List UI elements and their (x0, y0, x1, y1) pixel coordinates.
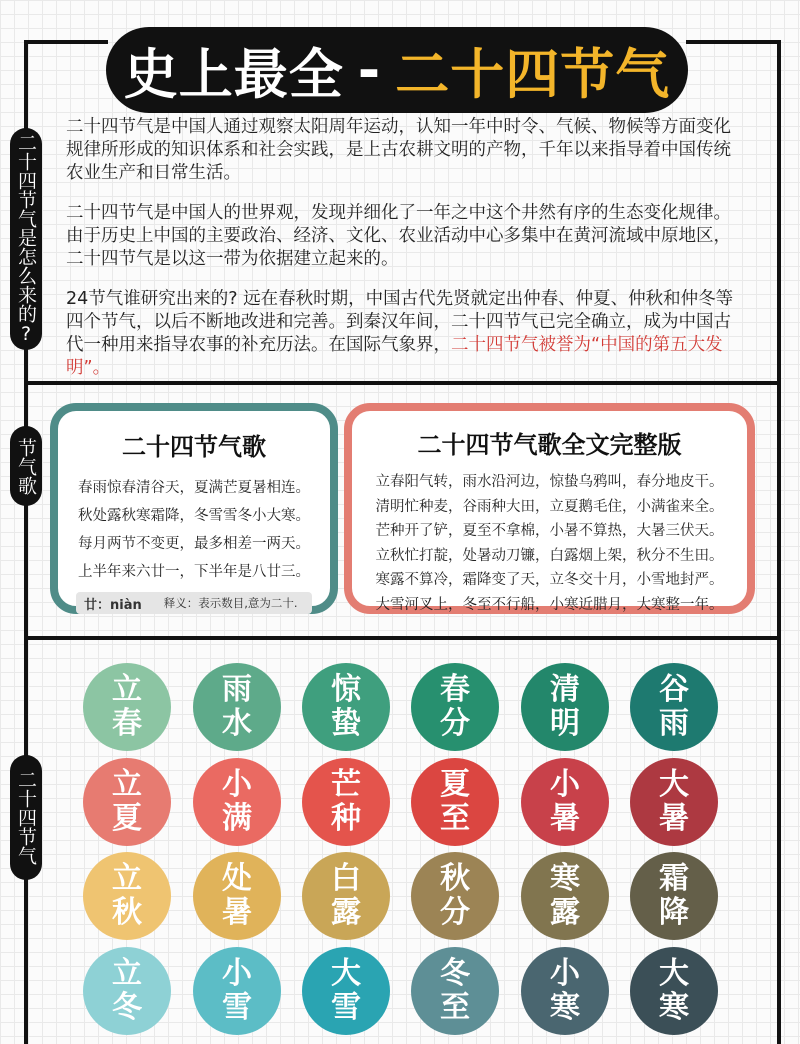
solar-term-circle (193, 947, 281, 1035)
intro-text (66, 116, 742, 397)
solar-term-char-top: 春 (440, 672, 470, 707)
solar-term-circle (411, 663, 499, 751)
song-line: 春雨惊春清谷天，夏满芒夏暑相连。 (78, 480, 310, 496)
solar-term-char-bottom: 水 (222, 706, 252, 741)
solar-term-char-bottom: 秋 (112, 895, 142, 930)
full-song-card (344, 403, 755, 614)
solar-term-char-bottom: 露 (550, 895, 580, 930)
full-song-line: 立秋忙打靛，处暑动刀镰，白露烟上架，秋分不生田。 (375, 547, 724, 564)
solar-term-circle (193, 663, 281, 751)
full-song-line: 寒露不算冷，霜降变了天，立冬交十月，小雪地封严。 (375, 572, 724, 588)
solar-term-char-top: 大 (659, 956, 689, 991)
solar-term-char-bottom: 露 (331, 895, 361, 930)
solar-term-char-bottom: 满 (222, 801, 252, 836)
note-explanation: 释义：表示数目,意为二十. (163, 596, 298, 610)
solar-term-circle (630, 663, 718, 751)
solar-term-char-top: 处 (222, 861, 252, 896)
solar-term-char-top: 立 (112, 861, 142, 896)
solar-term-char-top: 立 (112, 672, 142, 707)
intro-paragraph-3 (66, 288, 742, 380)
solar-term-char-top: 秋 (440, 861, 470, 896)
solar-term-char-bottom: 种 (331, 801, 361, 836)
solar-term-char-bottom: 夏 (112, 801, 142, 836)
solar-term-circle (630, 758, 718, 846)
solar-term-char-top: 霜 (659, 861, 689, 896)
solar-term-char-bottom: 雨 (659, 706, 689, 741)
solar-term-circle (83, 758, 171, 846)
frame-top-left (24, 40, 108, 44)
full-song-line: 大雪河叉上，冬至不行船，小寒近腊月，大寒整一年。 (375, 596, 724, 613)
solar-term-char-bottom: 明 (550, 706, 580, 741)
solar-term-char-bottom: 雪 (222, 990, 252, 1025)
solar-term-char-top: 清 (550, 672, 580, 707)
solar-term-char-top: 立 (112, 767, 142, 802)
solar-term-char-bottom: 雪 (331, 990, 361, 1025)
intro-paragraph-2: 二十四节气是中国人的世界观，发现并细化了一年之中这个井然有序的生态变化规律。由于历史上中国的主要政治、经济、文化、农业活动中心多集中在黄河流域中原地区，二十四节气是以这一带为依据建立起来的。 (66, 203, 731, 269)
frame-right (777, 40, 781, 1044)
page-title (106, 27, 688, 113)
solar-term-char-top: 小 (550, 767, 580, 802)
solar-term-char-top: 寒 (550, 861, 580, 896)
solar-term-char-top: 雨 (222, 672, 252, 707)
divider-2 (24, 636, 781, 640)
solar-term-circle (411, 947, 499, 1035)
solar-term-char-bottom: 降 (659, 895, 689, 930)
frame-top-right (686, 40, 781, 44)
solar-term-char-top: 小 (222, 956, 252, 991)
song-card-title: 二十四节气歌 (122, 433, 266, 461)
solar-term-char-bottom: 暑 (550, 801, 580, 836)
solar-term-circle (302, 852, 390, 940)
solar-term-char-top: 芒 (331, 767, 361, 802)
solar-term-circle (521, 852, 609, 940)
solar-term-circle (521, 947, 609, 1035)
solar-term-circle (302, 947, 390, 1035)
solar-term-char-bottom: 蛰 (331, 706, 361, 741)
solar-term-char-top: 大 (331, 956, 361, 991)
solar-term-char-top: 立 (112, 956, 142, 991)
note-pinyin: 廿：niàn (84, 597, 142, 613)
solar-term-char-top: 惊 (331, 672, 361, 707)
solar-term-circle (193, 758, 281, 846)
full-song-line: 清明忙种麦，谷雨种大田，立夏鹅毛住，小满雀来全。 (375, 498, 724, 515)
solar-term-circle (630, 947, 718, 1035)
title-dash: - (357, 38, 382, 102)
solar-term-circle (411, 852, 499, 940)
section-tag-song: 节气歌 (10, 426, 42, 506)
title-main: 史上最全 (123, 42, 344, 106)
solar-term-char-bottom: 寒 (550, 990, 580, 1025)
solar-term-char-bottom: 春 (112, 706, 142, 741)
solar-term-circle (521, 663, 609, 751)
song-line: 上半年来六廿一，下半年是八廿三。 (78, 564, 310, 580)
solar-term-circle (411, 758, 499, 846)
intro-paragraph-3-text: 24节气谁研究出来的? 远在春秋时期，中国古代先贤就定出仲春、仲夏、仲秋和仲冬等四个节气，以后不断地改进和完善。到秦汉年间，二十四节气已完全确立，成为中国古代一种用来指导农事的补充历法。在国际气象界， (66, 289, 734, 355)
solar-term-char-bottom: 至 (440, 801, 470, 836)
section-tag-origin: 二十四节气是怎么来的? (10, 128, 42, 350)
solar-term-circle (83, 663, 171, 751)
solar-term-char-top: 夏 (440, 767, 470, 802)
section-tag-terms: 二十四节气 (10, 755, 42, 880)
solar-term-char-top: 大 (659, 767, 689, 802)
solar-term-char-bottom: 分 (440, 706, 470, 741)
song-card (50, 403, 338, 614)
pinyin-note (76, 592, 312, 614)
solar-term-char-bottom: 至 (440, 990, 470, 1025)
solar-term-char-top: 小 (550, 956, 580, 991)
solar-term-char-top: 白 (331, 861, 361, 896)
solar-term-circle (521, 758, 609, 846)
solar-term-circle (630, 852, 718, 940)
full-song-line: 芒种开了铲，夏至不拿棉，小暑不算热，大暑三伏天。 (375, 523, 724, 539)
solar-term-char-bottom: 冬 (112, 990, 142, 1025)
solar-term-circle (83, 947, 171, 1035)
solar-term-char-top: 冬 (440, 956, 470, 991)
solar-term-char-bottom: 寒 (659, 990, 689, 1025)
full-song-card-title: 二十四节气歌全文完整版 (417, 431, 682, 459)
intro-highlight: 二十四节气被誉为“中国的第五大发明”。 (66, 335, 723, 378)
full-song-line: 立春阳气转，雨水沿河边，惊蛰乌鸦叫，春分地皮干。 (375, 474, 724, 490)
intro-paragraph-1: 二十四节气是中国人通过观察太阳周年运动，认知一年中时令、气候、物候等方面变化规律所形成的知识体系和社会实践，是上古农耕文明的产物，千年以来指导着中国传统农业生产和日常生活。 (66, 117, 731, 183)
solar-term-char-bottom: 暑 (222, 895, 252, 930)
solar-term-circle (302, 663, 390, 751)
solar-term-char-top: 小 (222, 767, 252, 802)
solar-term-circle (193, 852, 281, 940)
solar-term-char-bottom: 分 (440, 895, 470, 930)
solar-term-char-top: 谷 (659, 672, 689, 707)
solar-term-circle (83, 852, 171, 940)
song-line: 秋处露秋寒霜降，冬雪雪冬小大寒。 (78, 508, 310, 524)
solar-term-circle (302, 758, 390, 846)
solar-term-char-bottom: 暑 (659, 801, 689, 836)
title-accent: 二十四节气 (395, 42, 671, 106)
song-line: 每月两节不变更，最多相差一两天。 (78, 536, 310, 552)
